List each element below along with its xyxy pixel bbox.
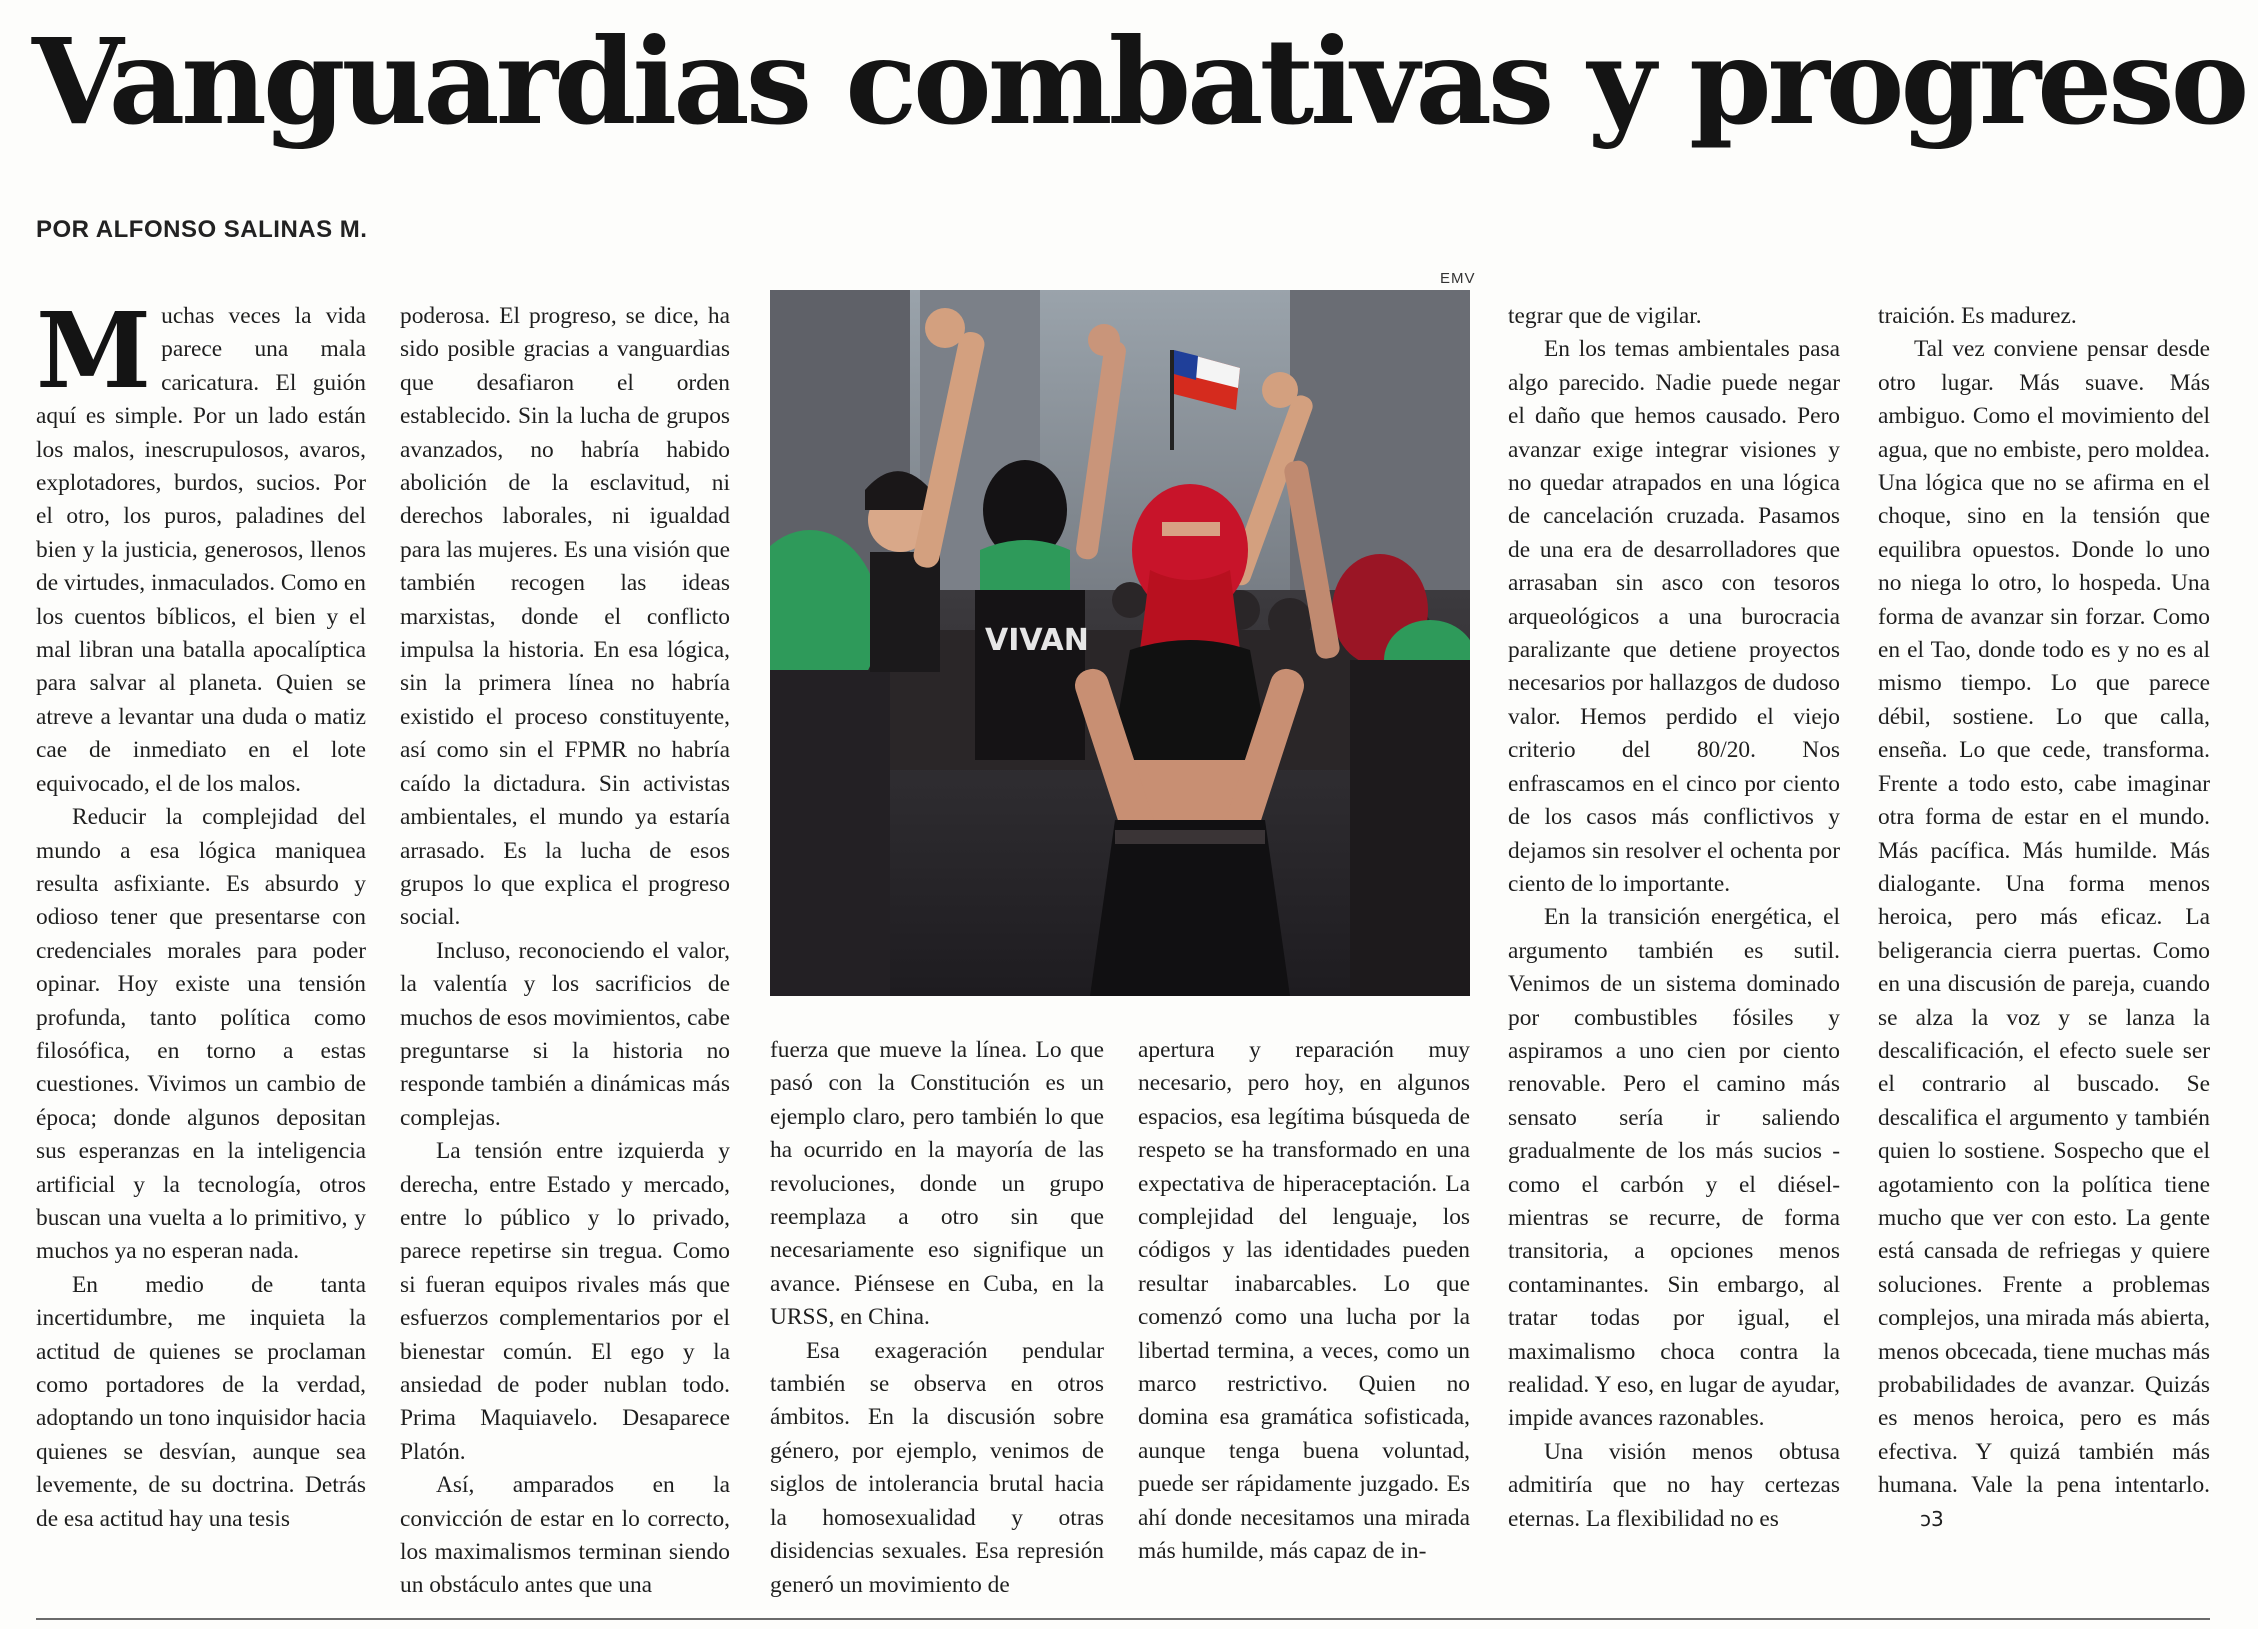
article-column-4 bbox=[1138, 1034, 1470, 1569]
paragraph: En medio de tanta incertidumbre, me inquieta la actitud de quienes se proclaman como portadores de la verdad, adoptando un tono inquisidor hacia quienes se desvían, aunque sea levemente, de su doctrina. Detrás de esa actitud hay una tesis bbox=[36, 1271, 367, 1532]
article-column-6 bbox=[1878, 300, 2210, 1536]
paragraph: poderosa. El progreso, se dice, ha sido posible gracias a vanguardias que desafiaron el orden establecido. Sin la lucha de grupos avanzados, no habría habido abolición de la esclavitud, ni derechos laborales, ni igualdad para las mujeres. Es una visión que también recogen las ideas marxistas, donde el conflicto impulsa la historia. En esa lógica, sin la primera línea no habría existido el proceso constituyente, así como sin el FPMR no habría caído la dictadura. Sin activistas ambientales, el mundo ya estaría arrasado. Es la lucha de esos grupos lo que explica el progreso social. bbox=[400, 303, 730, 931]
protest-photo-illustration bbox=[770, 290, 1470, 996]
paragraph: Incluso, reconociendo el valor, la valentía y los sacrificios de muchos de esos movimientos, cabe preguntarse si la historia no responde también a dinámicas más complejas. bbox=[400, 937, 730, 1131]
shirt-slogan: VIVAN bbox=[985, 623, 1089, 658]
end-mark-icon: ↄ3 bbox=[1920, 1506, 1944, 1531]
paragraph: traición. Es madurez. bbox=[1878, 303, 2077, 329]
paragraph: tegrar que de vigilar. bbox=[1508, 303, 1702, 329]
drop-cap: M bbox=[36, 289, 152, 412]
byline: POR ALFONSO SALINAS M. bbox=[36, 216, 368, 243]
article-column-3 bbox=[770, 1034, 1104, 1602]
paragraph: Esa exageración pendular también se observa en otros ámbitos. En la discusión sobre género, por ejemplo, venimos de siglos de intolerancia brutal hacia la homosexualidad y otras disidencias sexuales. Esa represión generó un movimiento de bbox=[770, 1337, 1104, 1598]
photo-credit: EMV bbox=[1440, 270, 1476, 287]
article-column-1 bbox=[36, 289, 367, 1536]
protest-photo bbox=[770, 290, 1470, 996]
paragraph bbox=[1878, 333, 2210, 1536]
paragraph: En los temas ambientales pasa algo parecido. Nadie puede negar el daño que hemos causado. Pero avanzar exige integrar visiones y no quedar atrapados en una lógica de cancelación cruzada. Pasamos de una era de desarrolladores que arrasaban sin asco con tesoros arqueológicos a una burocracia paralizante que detiene proyectos necesarios por hallazgos de dudoso valor. Hemos perdido el viejo criterio del 80/20. Nos enfrascamos en el cinco por ciento de los casos más conflictivos y dejamos sin resolver el ochenta por ciento de lo importante. bbox=[1508, 336, 1840, 897]
bottom-divider bbox=[36, 1618, 2210, 1620]
paragraph: En la transición energética, el argumento también es sutil. Venimos de un sistema dominado por combustibles fósiles y aspiramos a uno cien por ciento renovable. Pero el camino más sensato sería ir saliendo gradualmente de los más sucios -como el carbón y el diésel- mientras se recurre, de forma transitoria, a opciones menos contaminantes. Sin embargo, al tratar todas por igual, el maximalismo choca contra la realidad. Y eso, en lugar de ayudar, impide avances razonables. bbox=[1508, 904, 1840, 1432]
article-column-5 bbox=[1508, 300, 1840, 1536]
paragraph: apertura y reparación muy necesario, pero hoy, en algunos espacios, esa legítima búsqueda de respeto se ha transformado en una expectativa de hiperaceptación. La complejidad del lenguaje, los códigos y las identidades pueden resultar inabarcables. Lo que comenzó como una lucha por la libertad termina, a veces, como un marco restrictivo. Quien no domina esa gramática sofisticada, aunque tenga buena voluntad, puede ser rápidamente juzgado. Es ahí donde necesitamos una mirada más humilde, más capaz de in- bbox=[1138, 1037, 1470, 1565]
paragraph-text: Tal vez conviene pensar desde otro lugar. Más suave. Más ambiguo. Como el movimiento del agua, que no embiste, pero moldea. Una lógica que no se afirma en el choque, sino en la tensión que equilibra opuestos. Donde lo uno no niega lo otro, lo hospeda. Una forma de avanzar sin forzar. Como en el Tao, donde todo es y no es al mismo tiempo. Lo que parece débil, sostiene. Lo que calla, enseña. Lo que cede, transforma. Frente a todo esto, cabe imaginar otra forma de estar en el mundo. Más pacífica. Más humilde. Más dialogante. Una forma menos heroica, pero más eficaz. La beligerancia cierra puertas. Como en una discusión de pareja, cuando se alza la voz y se lanza la descalificación, el efecto suele ser el contrario al buscado. Se descalifica el argumento y también quien lo sostiene. Sospecho que el agotamiento con la política tiene mucho que ver con esto. La gente está cansada de refriegas y quiere soluciones. Frente a problemas complejos, una mirada más abierta, menos obcecada, tiene muchas más probabilidades de avanzar. Quizás es menos heroica, pero es más efectiva. Y quizá también más humana. Vale la pena intentarlo. bbox=[1878, 336, 2210, 1499]
paragraph: fuerza que mueve la línea. Lo que pasó con la Constitución es un ejemplo claro, pero también lo que ha ocurrido en la mayoría de las revoluciones, donde un grupo reemplaza a otro sin que necesariamente eso signifique un avance. Piénsese en Cuba, en la URSS, en China. bbox=[770, 1037, 1104, 1331]
paragraph-text: uchas veces la vida parece una mala caricatura. El guión aquí es simple. Por un lado están los malos, inescrupulosos, avaros, explotadores, burdos, sucios. Por el otro, los puros, paladines del bien y la justicia, generosos, llenos de virtudes, inmaculados. Como en los cuentos bíblicos, el bien y el mal libran una batalla apocalíptica para salvar al planeta. Quien se atreve a levantar una duda o matiz cae de inmediato en el lote equivocado, el de los malos. bbox=[36, 303, 367, 797]
article-column-2 bbox=[400, 300, 730, 1603]
headline: Vanguardias combativas y progreso bbox=[32, 12, 2246, 151]
paragraph bbox=[36, 289, 367, 801]
paragraph: Así, amparados en la convicción de estar en lo correcto, los maximalismos terminan siendo un obstáculo antes que una bbox=[400, 1472, 730, 1599]
paragraph: Una visión menos obtusa admitiría que no hay certezas eternas. La flexibilidad no es bbox=[1508, 1438, 1840, 1532]
paragraph: Reducir la complejidad del mundo a esa lógica maniquea resulta asfixiante. Es absurdo y odioso tener que presentarse con credenciales morales para poder opinar. Hoy existe una tensión profunda, tanto política como filosófica, en torno a estas cuestiones. Vivimos un cambio de época; donde algunos depositan sus esperanzas en la inteligencia artificial y la tecnología, otros buscan una vuelta a lo primitivo, y muchos ya no esperan nada. bbox=[36, 804, 366, 1265]
paragraph: La tensión entre izquierda y derecha, entre Estado y mercado, entre lo público y lo privado, parece repetirse sin tregua. Como si fueran equipos rivales más que esfuerzos complementarios por el bienestar común. El ego y la ansiedad de poder nublan todo. Prima Maquiavelo. Desaparece Platón. bbox=[400, 1138, 730, 1465]
